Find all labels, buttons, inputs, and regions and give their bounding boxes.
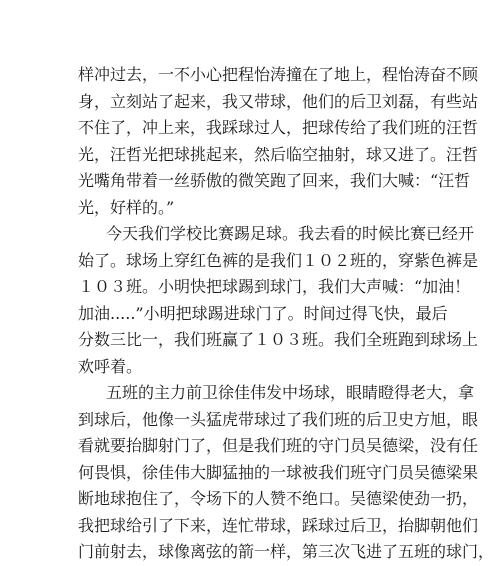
paragraph-line: 光，汪哲光把球挑起来，然后临空抽射，球又进了。汪哲 [78, 144, 479, 164]
paragraph-line: 断地球抱住了，令场下的人赞不绝口。吴德梁使劲一扔， [78, 489, 479, 508]
paragraph-2 [78, 221, 479, 380]
paragraph-line: １０３班。小明快把球踢到球门，我们大声喊：“加油！ [78, 277, 471, 296]
paragraph-line: 门前射去，球像离弦的箭一样，第三次飞进了五班的球门， [78, 542, 495, 561]
paragraph-line: 光，好样的。” [78, 197, 175, 217]
paragraph-line: 不住了，冲上来，我踩球过人，把球传给了我们班的汪哲 [78, 118, 479, 137]
paragraph-1 [78, 62, 479, 221]
paragraph-3 [78, 380, 495, 566]
paragraph-line: 身，立刻站了起来，我又带球，他们的后卫刘磊，有些站 [78, 91, 479, 111]
paragraph-line: 始了。球场上穿红色裤的是我们１０２班的，穿紫色裤是 [78, 250, 479, 270]
paragraph-line: 加油.....”小明把球踢进球门了。时间过得飞快，最后 [78, 303, 448, 323]
document-body [78, 62, 495, 566]
paragraph-line: 分数三比一，我们班赢了１０３班。我们全班跑到球场上 [78, 330, 479, 349]
paragraph-line: 今天我们学校比赛踢足球。我去看的时候比赛已经开 [106, 224, 475, 243]
paragraph-line: 欢呼着。 [78, 356, 143, 376]
paragraph-line: 我把球给引了下来，连忙带球，踩球过后卫，抬脚朝他们 [78, 515, 479, 535]
paragraph-line: 五班的主力前卫徐佳伟发中场球，眼睛瞪得老大，拿 [106, 383, 475, 402]
paragraph-line: 看就要抬脚射门了，但是我们班的守门员吴德梁，没有任 [78, 436, 479, 455]
paragraph-line: 样冲过去，一不小心把程怡涛撞在了地上，程怡涛奋不顾 [78, 65, 479, 84]
paragraph-line: 到球后，他像一头猛虎带球过了我们班的后卫史方旭，眼 [78, 409, 479, 429]
paragraph-line: 光嘴角带着一丝骄傲的微笑跑了回来，我们大喊：“汪哲 [78, 171, 471, 190]
paragraph-line: 何畏惧，徐佳伟大脚猛抽的一球被我们班守门员吴德梁果 [78, 462, 479, 482]
